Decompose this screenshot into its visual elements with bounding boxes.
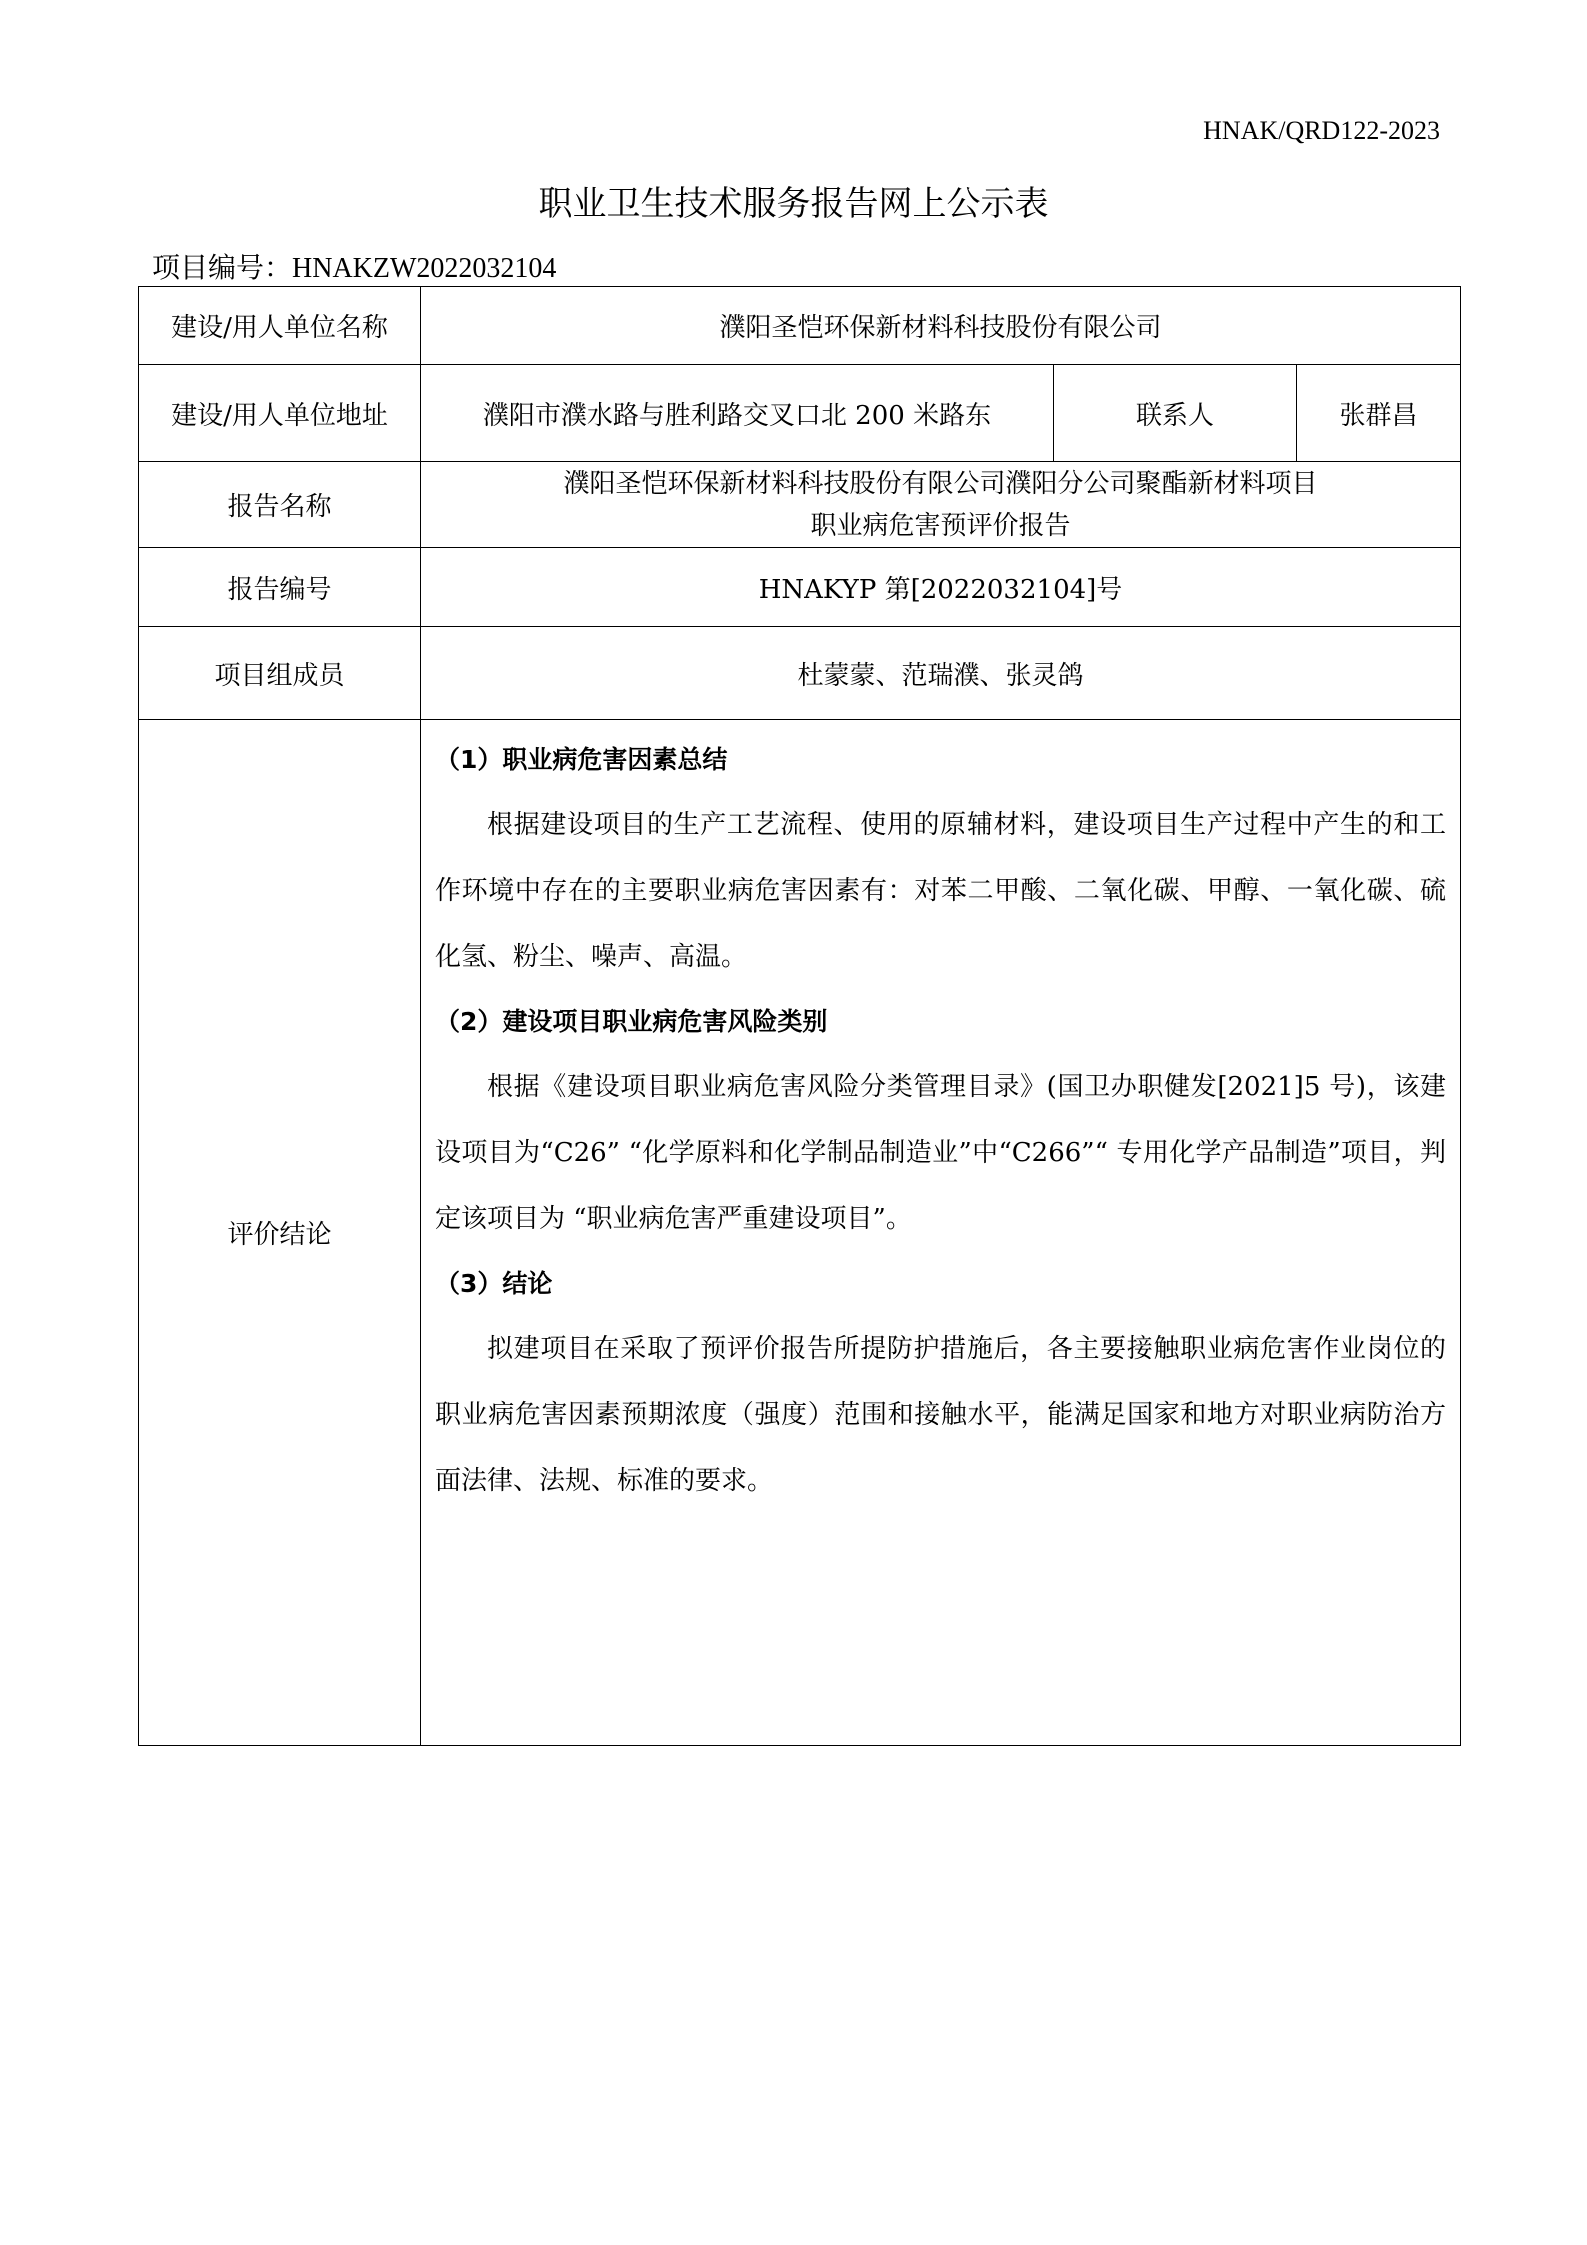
section-2-body: 根据《建设项目职业病危害风险分类管理目录》(国卫办职健发[2021]5 号)，该建设项目为“C26” “化学原料和化学制品制造业”中“C266”“ 专用化学产品制造”项目，判定该项目为 “职业病危害严重建设项目”。 <box>435 1072 1447 1234</box>
section-1-heading: （1）职业病危害因素总结 <box>435 745 728 774</box>
project-number-value: HNAKZW2022032104 <box>292 253 557 284</box>
document-code: HNAK/QRD122-2023 <box>1203 116 1440 145</box>
section-3-heading: （3）结论 <box>435 1269 553 1298</box>
members-label: 项目组成员 <box>139 627 421 720</box>
contact-value: 张群昌 <box>1297 365 1461 462</box>
report-number-label: 报告编号 <box>139 548 421 627</box>
table-row <box>139 365 1461 462</box>
report-number-value: HNAKYP 第[2022032104]号 <box>421 548 1461 627</box>
members-value: 杜蒙蒙、范瑞濮、张灵鸽 <box>421 627 1461 720</box>
table-row <box>139 548 1461 627</box>
section-2-heading: （2）建设项目职业病危害风险类别 <box>435 1007 828 1036</box>
evaluation-label: 评价结论 <box>139 720 421 1746</box>
document-title: 职业卫生技术服务报告网上公示表 <box>538 184 1049 224</box>
report-name-value <box>421 462 1461 548</box>
contact-label: 联系人 <box>1054 365 1297 462</box>
project-number-label: 项目编号： <box>152 251 293 284</box>
report-name-line-2: 职业病危害预评价报告 <box>810 510 1071 541</box>
report-name-label: 报告名称 <box>139 462 421 548</box>
section-1-body: 根据建设项目的生产工艺流程、使用的原辅材料，建设项目生产过程中产生的和工作环境中存在的主要职业病危害因素有：对苯二甲酸、二氧化碳、甲醇、一氧化碳、硫化氢、粉尘、噪声、高温。 <box>435 810 1447 972</box>
section-3-body: 拟建项目在采取了预评价报告所提防护措施后，各主要接触职业病危害作业岗位的职业病危害因素预期浓度（强度）范围和接触水平，能满足国家和地方对职业病防治方面法律、法规、标准的要求。 <box>435 1334 1447 1496</box>
evaluation-content <box>421 720 1461 1746</box>
table-row <box>139 720 1461 1746</box>
table-row <box>139 287 1461 365</box>
project-number <box>152 246 556 286</box>
table-row <box>139 627 1461 720</box>
unit-name-label: 建设/用人单位名称 <box>139 287 421 365</box>
unit-address-label: 建设/用人单位地址 <box>139 365 421 462</box>
report-name-line-1: 濮阳圣恺环保新材料科技股份有限公司濮阳分公司聚酯新材料项目 <box>563 468 1318 499</box>
table-row <box>139 462 1461 548</box>
info-table <box>138 286 1461 1746</box>
unit-address-value: 濮阳市濮水路与胜利路交叉口北 200 米路东 <box>421 365 1054 462</box>
unit-name-value: 濮阳圣恺环保新材料科技股份有限公司 <box>421 287 1461 365</box>
